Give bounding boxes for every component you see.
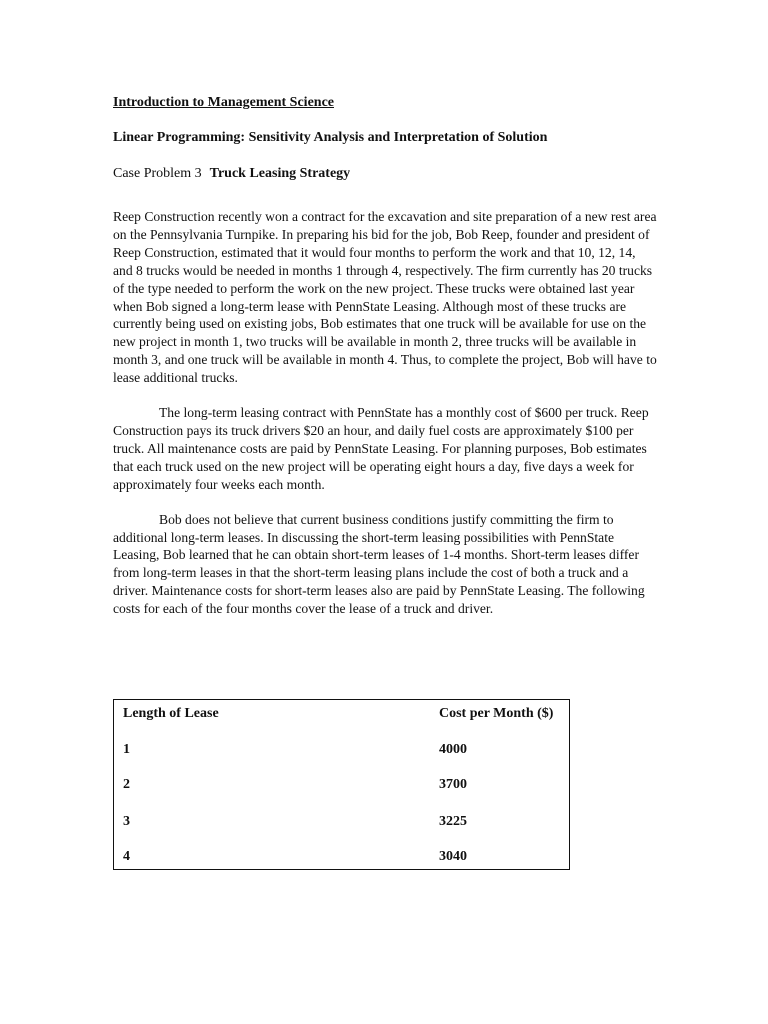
header-length-of-lease: Length of Lease bbox=[123, 706, 219, 721]
header-cost-per-month: Cost per Month ($) bbox=[439, 706, 554, 721]
paragraph-2: The long-term leasing contract with PennState has a monthly cost of $600 per truck. Reep Construction pays its truck drivers $20 an hour, and daily fuel costs are approximately $100 per truck. All maintenance costs are paid by PennState Leasing. For planning purposes, Bob estimates that each truck used on the new project will be operating eight hours a day, five days a week for approximately four weeks each month. bbox=[113, 405, 649, 492]
lease-cost-cell: 3700 bbox=[439, 777, 467, 792]
table-row bbox=[114, 777, 569, 797]
lease-cost-cell: 4000 bbox=[439, 742, 467, 757]
lease-length-cell: 1 bbox=[123, 742, 130, 757]
lease-length-cell: 2 bbox=[123, 777, 130, 792]
chapter-title: Linear Programming: Sensitivity Analysis and Interpretation of Solution bbox=[113, 130, 548, 145]
paragraph-1: Reep Construction recently won a contract for the excavation and site preparation of a new rest area on the Pennsylvania Turnpike. In preparing his bid for the job, Bob Reep, founder and president of Reep Construction, estimated that it would four months to perform the work and that 10, 12, 14, and 8 trucks would be needed in months 1 through 4, respectively. The firm currently has 20 trucks of the type needed to perform the work on the new project. These trucks were obtained last year when Bob signed a long-term lease with PennState Leasing. Although most of these trucks are currently being used on existing jobs, Bob estimates that one truck will be available for use on the new project in month 1, two trucks will be available in month 2, three trucks will be available in month 3, and one truck will be available in month 4. Thus, to complete the project, Bob will have to lease additional trucks. bbox=[113, 209, 657, 386]
lease-length-cell: 3 bbox=[123, 814, 130, 829]
document-body bbox=[113, 94, 658, 618]
case-label: Case Problem 3 bbox=[113, 166, 202, 181]
lease-length-cell: 4 bbox=[123, 849, 130, 864]
case-title: Truck Leasing Strategy bbox=[209, 166, 351, 181]
case-heading bbox=[113, 165, 658, 182]
lease-cost-table bbox=[113, 699, 570, 870]
table-header-row bbox=[114, 706, 569, 726]
paragraph-3: Bob does not believe that current business conditions justify committing the firm to additional long-term leases. In discussing the short-term leasing possibilities with PennState Leasing, Bob learned that he can obtain short-term leases of 1-4 months. Short-term leases differ from long-term leases in that the short-term leasing plans include the cost of both a truck and a driver. Maintenance costs for short-term leases also are paid by PennState Leasing. The following costs for each of the four months cover the lease of a truck and driver. bbox=[113, 511, 645, 617]
course-title: Introduction to Management Science bbox=[113, 95, 334, 110]
lease-cost-cell: 3225 bbox=[439, 814, 467, 829]
lease-cost-cell: 3040 bbox=[439, 849, 467, 864]
table-row bbox=[114, 742, 569, 762]
table-row bbox=[114, 814, 569, 834]
table-row bbox=[114, 849, 569, 869]
